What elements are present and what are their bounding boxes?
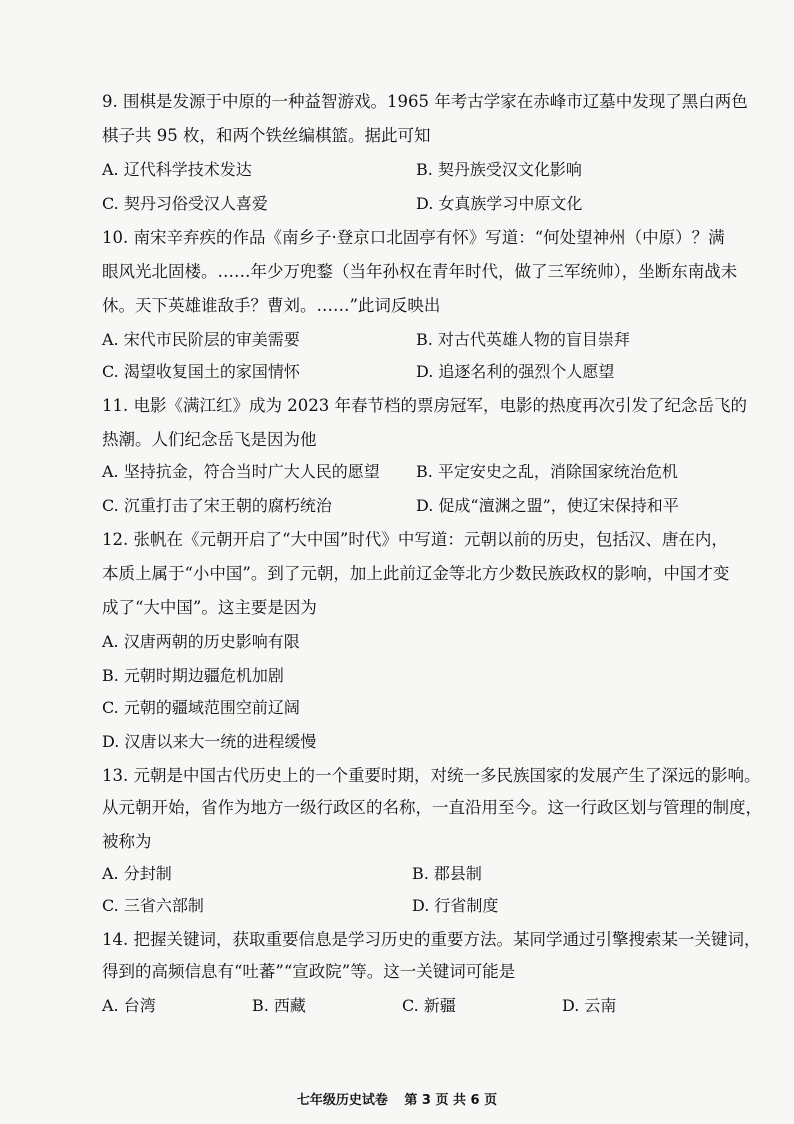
question-text-line: 得到的高频信息有“吐蕃”“宣政院”等。这一关键词可能是 — [102, 962, 516, 981]
question-text-line: 9. 围棋是发源于中原的一种益智游戏。1965 年考古学家在赤峰市辽墓中发现了黑白两色 — [102, 92, 748, 111]
question-text-line: 休。天下英雄谁敌手？曹刘。……”此词反映出 — [102, 296, 441, 315]
page-footer — [0, 1089, 794, 1108]
option-a: A. 汉唐两朝的历史影响有限 — [102, 632, 300, 651]
page-number: 第 3 页 共 6 页 — [404, 1093, 498, 1108]
question-text-line: 热潮。人们纪念岳飞是因为他 — [102, 430, 317, 449]
option-a: A. 分封制 — [102, 864, 172, 883]
option-b: B. 元朝时期边疆危机加剧 — [102, 666, 284, 685]
option-b: B. 契丹族受汉文化影响 — [416, 160, 582, 179]
option-d: D. 云南 — [562, 996, 617, 1015]
option-c: C. 渴望收复国土的家国情怀 — [102, 362, 300, 381]
question-text-line: 眼风光北固楼。……年少万兜鍪（当年孙权在青年时代，做了三军统帅），坐断东南战未 — [102, 262, 738, 281]
question-text-line: 被称为 — [102, 832, 152, 851]
question-text-line: 本质上属于“小中国”。到了元朝，加上此前辽金等北方少数民族政权的影响，中国才变 — [102, 564, 730, 583]
option-d: D. 女真族学习中原文化 — [416, 194, 583, 213]
option-b: B. 平定安史之乱，消除国家统治危机 — [416, 462, 678, 481]
option-b: B. 对古代英雄人物的盲目崇拜 — [416, 330, 630, 349]
question-text-line: 12. 张帆在《元朝开启了“大中国”时代》中写道：元朝以前的历史，包括汉、唐在内， — [102, 530, 728, 549]
question-text-line: 10. 南宋辛弃疾的作品《南乡子·登京口北固亭有怀》写道：“何处望神州（中原）？满 — [102, 228, 725, 247]
option-a: A. 宋代市民阶层的审美需要 — [102, 330, 300, 349]
option-d: D. 促成“澶渊之盟”，使辽宋保持和平 — [416, 496, 679, 515]
option-a: A. 台湾 — [102, 996, 156, 1015]
question-text-line: 棋子共 95 枚，和两个铁丝编棋篮。据此可知 — [102, 126, 431, 145]
question-text-line: 13. 元朝是中国古代历史上的一个重要时期，对统一多民族国家的发展产生了深远的影响。 — [102, 766, 761, 785]
option-b: B. 郡县制 — [412, 864, 482, 883]
option-c: C. 三省六部制 — [102, 896, 204, 915]
option-c: C. 沉重打击了宋王朝的腐朽统治 — [102, 496, 332, 515]
option-b: B. 西藏 — [252, 996, 306, 1015]
option-a: A. 辽代科学技术发达 — [102, 160, 252, 179]
option-c: C. 新疆 — [402, 996, 456, 1015]
question-text-line: 成了“大中国”。这主要是因为 — [102, 598, 317, 617]
option-a: A. 坚持抗金，符合当时广大人民的愿望 — [102, 462, 380, 481]
question-text-line: 11. 电影《满江红》成为 2023 年春节档的票房冠军，电影的热度再次引发了纪念岳飞的 — [102, 396, 747, 415]
option-c: C. 元朝的疆域范围空前辽阔 — [102, 698, 300, 717]
exam-title: 七年级历史试卷 — [296, 1093, 388, 1108]
option-c: C. 契丹习俗受汉人喜爱 — [102, 194, 268, 213]
option-d: D. 行省制度 — [412, 896, 499, 915]
option-d: D. 追逐名利的强烈个人愿望 — [416, 362, 615, 381]
question-text-line: 从元朝开始，省作为地方一级行政区的名称，一直沿用至今。这一行政区划与管理的制度， — [102, 798, 762, 817]
option-d: D. 汉唐以来大一统的进程缓慢 — [102, 732, 317, 751]
question-text-line: 14. 把握关键词，获取重要信息是学习历史的重要方法。某同学通过引擎搜索某一关键词， — [102, 930, 761, 949]
